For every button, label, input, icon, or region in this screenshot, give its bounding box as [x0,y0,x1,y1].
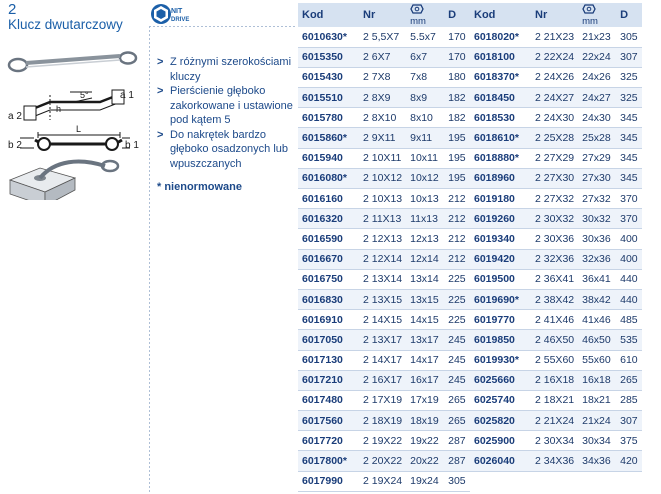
cell-d: 170 [444,27,470,47]
cell-nr: 2 24X27 [531,88,578,108]
cell-d: 182 [444,88,470,108]
table-row [298,330,470,350]
table-row [298,451,470,471]
cell-mm: 16x17 [406,370,444,390]
cell-d: 307 [616,411,642,431]
cell-kod: 6019500 [470,269,531,289]
chevron-right-icon: > [157,56,164,68]
product-table-left [298,3,470,492]
cell-d: 245 [444,370,470,390]
cell-d: 265 [444,390,470,410]
cell-mm: 19x22 [406,431,444,451]
cell-d: 182 [444,108,470,128]
table-row [470,390,642,410]
table-row [470,108,642,128]
cell-d: 245 [444,330,470,350]
cell-kod: 6019420 [470,249,531,269]
table-row [470,370,642,390]
column-header-nr: Nr [359,3,406,27]
cell-nr: 2 5,5X7 [359,27,406,47]
cell-kod: 6016750 [298,269,359,289]
cell-d: 325 [616,67,642,87]
cell-nr: 2 27X32 [531,189,578,209]
cell-d: 212 [444,209,470,229]
cell-nr: 2 10X12 [359,168,406,188]
label-b1: b 1 [125,140,139,151]
cell-d: 195 [444,128,470,148]
table-row [298,310,470,330]
cell-mm: 22x24 [578,47,616,67]
cell-kod: 6016910 [298,310,359,330]
cell-nr: 2 27X30 [531,168,578,188]
cell-d: 440 [616,269,642,289]
cell-kod: 6018450 [470,88,531,108]
table-row [298,108,470,128]
cell-nr: 2 14X15 [359,310,406,330]
cell-kod: 6015430 [298,67,359,87]
cell-nr: 2 38X42 [531,289,578,309]
cell-mm: 18x21 [578,390,616,410]
table-row [470,330,642,350]
table-row [470,88,642,108]
cell-mm: 20x22 [406,451,444,471]
cell-nr: 2 16X17 [359,370,406,390]
cell-d: 420 [616,451,642,471]
cell-mm: 17x19 [406,390,444,410]
cell-mm: 7x8 [406,67,444,87]
label-b2: b 2 [8,140,22,151]
cell-mm: 34x36 [578,451,616,471]
table-row [298,88,470,108]
cell-nr: 2 24X26 [531,67,578,87]
cell-kod: 6018880* [470,148,531,168]
column-header-mm-label: mm [582,16,598,27]
hex-nut-icon [582,4,596,14]
table-row [470,27,642,47]
cell-mm: 12x14 [406,249,444,269]
cell-mm: 55x60 [578,350,616,370]
cell-d: 195 [444,148,470,168]
cell-mm: 8x10 [406,108,444,128]
table-row [470,451,642,471]
column-header-mm [406,3,444,27]
table-row [470,148,642,168]
cell-nr: 2 22X24 [531,47,578,67]
application-illustration [10,161,118,200]
cell-kod: 6018100 [470,47,531,67]
cell-nr: 2 41X46 [531,310,578,330]
cell-d: 195 [444,168,470,188]
cell-mm: 38x42 [578,289,616,309]
cell-nr: 2 14X17 [359,350,406,370]
cell-kod: 6015860* [298,128,359,148]
cell-nr: 2 11X13 [359,209,406,229]
product-table-right [470,3,642,472]
table-row [298,128,470,148]
table-row [298,67,470,87]
cell-kod: 6019850 [470,330,531,350]
cell-d: 610 [616,350,642,370]
cell-kod: 6015780 [298,108,359,128]
table-row [298,189,470,209]
column-header-d: D [616,3,642,27]
cell-mm: 6x7 [406,47,444,67]
column-header-kod: Kod [470,3,531,27]
cell-nr: 2 46X50 [531,330,578,350]
chevron-right-icon: > [157,128,164,141]
table-row [298,289,470,309]
cell-mm: 14x17 [406,350,444,370]
table-row [470,128,642,148]
cell-d: 287 [444,431,470,451]
cell-kod: 6018610* [470,128,531,148]
label-a1: a 1 [120,90,134,101]
cell-kod: 6025740 [470,390,531,410]
cell-d: 345 [616,128,642,148]
cell-nr: 2 19X22 [359,431,406,451]
cell-nr: 2 36X41 [531,269,578,289]
cell-d: 370 [616,209,642,229]
table-row [298,229,470,249]
cell-kod: 6019180 [470,189,531,209]
cell-mm: 25x28 [578,128,616,148]
cell-kod: 6016670 [298,249,359,269]
cell-d: 485 [616,310,642,330]
nit-drive-logo [150,3,190,25]
feature-list [157,55,297,193]
cell-kod: 6015940 [298,148,359,168]
cell-d: 370 [616,189,642,209]
cell-kod: 6016320 [298,209,359,229]
table-row [298,27,470,47]
section-number: 2 [8,1,17,18]
cell-kod: 6017210 [298,370,359,390]
cell-kod: 6017560 [298,411,359,431]
cell-d: 225 [444,310,470,330]
cell-mm: 12x13 [406,229,444,249]
cell-nr: 2 20X22 [359,451,406,471]
column-header-kod: Kod [298,3,359,27]
table-row [298,431,470,451]
cell-kod: 6017990 [298,471,359,491]
cell-kod: 6019770 [470,310,531,330]
cell-mm: 18x19 [406,411,444,431]
cell-nr: 2 10X11 [359,148,406,168]
cell-d: 375 [616,431,642,451]
table-row [470,431,642,451]
table-row [470,67,642,87]
cell-nr: 2 8X10 [359,108,406,128]
feature-text: Do nakrętek bardzo głęboko osadzonych lub wpuszczanych [170,128,289,170]
cell-mm: 10x13 [406,189,444,209]
cell-mm: 10x12 [406,168,444,188]
table-row [298,411,470,431]
label-L: L [76,124,82,134]
table-row [298,471,470,491]
label-a2: a 2 [8,111,22,122]
table-row [470,189,642,209]
cell-mm: 9x11 [406,128,444,148]
cell-d: 180 [444,67,470,87]
table-row [298,168,470,188]
table-row [470,269,642,289]
cell-d: 305 [444,471,470,491]
cell-nr: 2 12X14 [359,249,406,269]
cell-mm: 5.5x7 [406,27,444,47]
cell-mm: 27x32 [578,189,616,209]
cell-mm: 32x36 [578,249,616,269]
cell-d: 305 [616,27,642,47]
cell-d: 400 [616,229,642,249]
cell-mm: 19x24 [406,471,444,491]
table-row [470,350,642,370]
cell-kod: 6019340 [470,229,531,249]
label-h: h [56,104,62,114]
feature-text: Pierścienie głęboko zakorkowane i ustawione pod kątem 5 [170,85,293,126]
cell-kod: 6026040 [470,451,531,471]
cell-nr: 2 9X11 [359,128,406,148]
cell-d: 212 [444,249,470,269]
cell-kod: 6016830 [298,289,359,309]
cell-nr: 2 30X32 [531,209,578,229]
cell-nr: 2 16X18 [531,370,578,390]
cell-mm: 10x11 [406,148,444,168]
table-row [470,249,642,269]
cell-d: 400 [616,249,642,269]
cell-nr: 2 21X24 [531,411,578,431]
cell-kod: 6018020* [470,27,531,47]
table-body-left [298,27,470,491]
cell-nr: 2 10X13 [359,189,406,209]
column-header-mm-label: mm [410,16,426,27]
cell-mm: 21x24 [578,411,616,431]
cell-nr: 2 6X7 [359,47,406,67]
cell-nr: 2 18X21 [531,390,578,410]
cell-mm: 13x15 [406,289,444,309]
column-header-nr: Nr [531,3,578,27]
cell-nr: 2 32X36 [531,249,578,269]
wrench-technical-drawing [20,90,130,150]
cell-d: 307 [616,47,642,67]
table-row [298,249,470,269]
table-row [298,390,470,410]
cell-kod: 6017720 [298,431,359,451]
cell-kod: 6015510 [298,88,359,108]
cell-kod: 6025900 [470,431,531,451]
cell-d: 225 [444,289,470,309]
cell-nr: 2 17X19 [359,390,406,410]
cell-mm: 27x29 [578,148,616,168]
cell-kod: 6017050 [298,330,359,350]
feature-item [157,128,297,172]
cell-d: 212 [444,229,470,249]
cell-mm: 24x26 [578,67,616,87]
cell-kod: 6019930* [470,350,531,370]
cell-mm: 13x14 [406,269,444,289]
cell-nr: 2 34X36 [531,451,578,471]
cell-nr: 2 18X19 [359,411,406,431]
cell-nr: 2 13X14 [359,269,406,289]
section-title: Klucz dwutarczowy [8,17,123,32]
table-row [298,269,470,289]
cell-mm: 30x34 [578,431,616,451]
column-header-mm [578,3,616,27]
table-row [470,411,642,431]
cell-nr: 2 27X29 [531,148,578,168]
row-divider [149,26,296,27]
cell-mm: 11x13 [406,209,444,229]
table-row [470,229,642,249]
cell-d: 345 [616,108,642,128]
hex-nut-icon [410,4,424,14]
cell-mm: 13x17 [406,330,444,350]
cell-kod: 6016080* [298,168,359,188]
cell-d: 345 [616,148,642,168]
cell-kod: 6018960 [470,168,531,188]
column-header-d: D [444,3,470,27]
cell-kod: 6016160 [298,189,359,209]
chevron-right-icon: > [157,85,164,97]
table-row [470,47,642,67]
feature-item [157,84,297,128]
table-header-row [298,3,470,27]
cell-mm: 27x30 [578,168,616,188]
cell-kod: 6025660 [470,370,531,390]
cell-mm: 30x32 [578,209,616,229]
cell-kod: 6019260 [470,209,531,229]
cell-mm: 30x36 [578,229,616,249]
non-standard-note: * nienormowane [157,181,242,193]
cell-mm: 46x50 [578,330,616,350]
table-row [470,168,642,188]
cell-mm: 16x18 [578,370,616,390]
cell-nr: 2 13X15 [359,289,406,309]
cell-mm: 8x9 [406,88,444,108]
cell-d: 287 [444,451,470,471]
table-row [470,209,642,229]
logo-text-bottom: DRIVE [171,17,190,23]
cell-mm: 24x27 [578,88,616,108]
wrench-diagram [0,40,150,200]
cell-nr: 2 8X9 [359,88,406,108]
feature-item [157,55,297,84]
cell-kod: 6017800* [298,451,359,471]
cell-kod: 6010630* [298,27,359,47]
table-row [470,310,642,330]
table-row [298,350,470,370]
cell-d: 265 [444,411,470,431]
cell-d: 535 [616,330,642,350]
cell-nr: 2 25X28 [531,128,578,148]
table-row [298,148,470,168]
cell-kod: 6017480 [298,390,359,410]
label-angle: 5° [80,90,89,100]
cell-mm: 21x23 [578,27,616,47]
cell-d: 245 [444,350,470,370]
table-row [470,289,642,309]
table-header-row [470,3,642,27]
cell-kod: 6025820 [470,411,531,431]
cell-d: 265 [616,370,642,390]
cell-d: 285 [616,390,642,410]
table-body-right [470,27,642,471]
cell-d: 325 [616,88,642,108]
table-row [298,209,470,229]
cell-nr: 2 30X34 [531,431,578,451]
table-row [298,47,470,67]
cell-nr: 2 24X30 [531,108,578,128]
logo-text-top: NIT [171,8,183,15]
feature-text: Z różnymi szerokościami kluczy [170,56,292,83]
cell-kod: 6018530 [470,108,531,128]
cell-nr: 2 21X23 [531,27,578,47]
cell-kod: 6016590 [298,229,359,249]
cell-nr: 2 12X13 [359,229,406,249]
table-row [298,370,470,390]
cell-d: 212 [444,189,470,209]
cell-mm: 24x30 [578,108,616,128]
cell-d: 225 [444,269,470,289]
wrench-top-image [9,53,136,72]
cell-nr: 2 55X60 [531,350,578,370]
cell-kod: 6019690* [470,289,531,309]
cell-d: 345 [616,168,642,188]
cell-kod: 6017130 [298,350,359,370]
cell-d: 440 [616,289,642,309]
cell-mm: 41x46 [578,310,616,330]
cell-mm: 36x41 [578,269,616,289]
cell-kod: 6018370* [470,67,531,87]
cell-nr: 2 19X24 [359,471,406,491]
cell-mm: 14x15 [406,310,444,330]
cell-nr: 2 7X8 [359,67,406,87]
cell-nr: 2 13X17 [359,330,406,350]
cell-kod: 6015350 [298,47,359,67]
cell-nr: 2 30X36 [531,229,578,249]
cell-d: 170 [444,47,470,67]
